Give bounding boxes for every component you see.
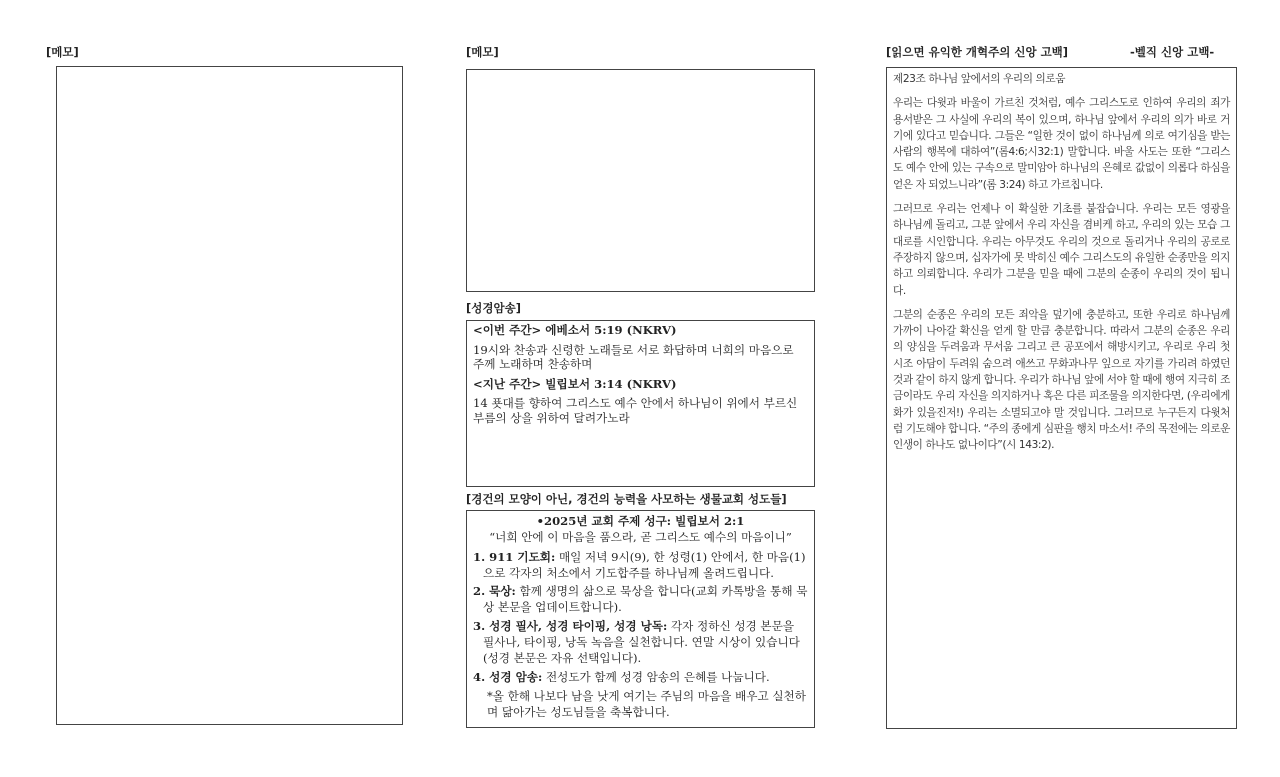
theme-title: •2025년 교회 주제 성구: 빌립보서 2:1: [536, 514, 745, 528]
church-label: [경건의 모양이 아닌, 경건의 능력을 사모하는 생물교회 성도들]: [466, 492, 787, 506]
list-item-text: 함께 생명의 삶으로 묵상을 합니다(교회 카톡방을 통해 묵상 본문을 업데이트합니다).: [483, 584, 808, 615]
church-list: [473, 549, 808, 685]
theme-text: “너희 안에 이 마음을 품으라, 곧 그리스도 예수의 마음이니”: [489, 530, 792, 545]
verse-label: [성경암송]: [466, 301, 521, 315]
confession-subtitle: -벨직 신앙 고백-: [1130, 45, 1215, 59]
list-item-text: 매일 저녁 9시(9), 한 성령(1) 안에서, 한 마음(1)으로 각자의 처소에서 기도합주를 하나님께 올려드립니다.: [483, 549, 806, 580]
memo-label-middle: [메모]: [466, 45, 499, 59]
list-item-head: 1. 911 기도회:: [473, 549, 556, 564]
church-box: [466, 510, 815, 728]
list-item: [473, 549, 808, 582]
confession-title: [읽으면 유익한 개혁주의 신앙 고백]: [886, 45, 1069, 59]
verse-this-week-head: <이번 주간> 에베소서 5:19 (NKRV): [473, 323, 677, 337]
confession-box: [886, 67, 1237, 729]
confession-paragraph: 우리는 다윗과 바울이 가르친 것처럼, 예수 그리스도로 인하여 우리의 죄가 용서받은 그 사실에 우리의 복이 있으며, 하나님 앞에서 우리의 의가 바로 거기에 있다고 믿습니다. 그들은 “일한 것이 없이 하나님께 의로 여기심을 받는 사람의 행복에 대하여”(롬4:6;시32:1) 말합니다. 바울 사도는 또한 “그리스도 예수 안에 있는 구속으로 말미암아 하나님의 은혜로 값없이 의롭다 하심을 얻은 자 되었느니라”(롬 3:24) 하고 가르칩니다.: [893, 97, 1230, 191]
confession-paragraph: 그분의 순종은 우리의 모든 죄악을 덮기에 충분하고, 또한 우리로 하나님께 가까이 나아갈 확신을 얻게 할 만큼 충분합니다. 따라서 그분의 순종은 우리의 양심을 두려움과 무서움 그리고 큰 공포에서 해방시키고, 우리로 우리 첫 시조 아담이 두려워 숨으려 애쓰고 무화과나무 잎으로 자기를 가리려 하였던 것과 같이 하지 않게 합니다. 우리가 하나님 앞에 서야 할 때에 행여 지극히 조금이라도 우리 자신을 의지하거나 혹은 다른 피조물을 의지한다면, (우리에게 화가 있을진저!) 우리는 소멸되고야 말 것입니다. 그러므로 누구든지 다윗처럼 기도해야 합니다. “주의 종에게 심판을 행치 마소서! 주의 목전에는 의로운 인생이 하나도 없나이다”(시 143:2).: [893, 308, 1230, 452]
verse-last-week-text: 14 푯대를 향하여 그리스도 예수 안에서 하나님이 위에서 부르신 부름의 상을 위하여 달려가노라: [473, 396, 798, 425]
list-item-head: 3. 성경 필사, 성경 타이핑, 성경 낭독:: [473, 618, 668, 633]
list-item-text: 전성도가 함께 성경 암송의 은혜를 나눕니다.: [542, 669, 770, 684]
verse-box: [466, 320, 815, 487]
list-item: [473, 618, 808, 667]
list-item: [473, 583, 808, 616]
memo-box-middle: [466, 69, 815, 292]
list-item: [473, 669, 808, 685]
confession-paragraph: 그러므로 우리는 언제나 이 확실한 기초를 붙잡습니다. 우리는 모든 영광을 하나님께 돌리고, 그분 앞에서 우리 자신을 겸비케 하고, 우리의 있는 모습 그대로를 시인합니다. 우리는 아무것도 우리의 것으로 돌리거나 우리의 공로로 주장하지 않으며, 십자가에 못 박히신 예수 그리스도의 유일한 순종만을 의지하고 의뢰합니다. 우리가 그분을 믿을 때에 그분의 순종이 우리의 것이 됩니다.: [893, 203, 1230, 297]
list-item-head: 2. 묵상:: [473, 584, 516, 599]
verse-this-week-text: 19시와 찬송과 신령한 노래들로 서로 화답하며 너희의 마음으로 주께 노래하며 찬송하며: [473, 342, 794, 371]
blessing-note: *올 한해 나보다 남을 낫게 여기는 주님의 마음을 배우고 실천하며 닮아가는 성도님들을 축복합니다.: [487, 688, 806, 720]
article-title: 제23조 하나님 앞에서의 우리의 의로움: [893, 73, 1066, 85]
list-item-text: 각자 정하신 성경 본문을 필사나, 타이핑, 낭독 녹음을 실천합니다. 연말 시상이 있습니다(성경 본문은 자유 선택입니다).: [483, 618, 800, 666]
memo-box-left: [56, 66, 403, 725]
verse-last-week-head: <지난 주간> 빌립보서 3:14 (NKRV): [473, 376, 677, 391]
list-item-head: 4. 성경 암송:: [473, 669, 543, 684]
memo-label-left: [메모]: [46, 45, 79, 59]
